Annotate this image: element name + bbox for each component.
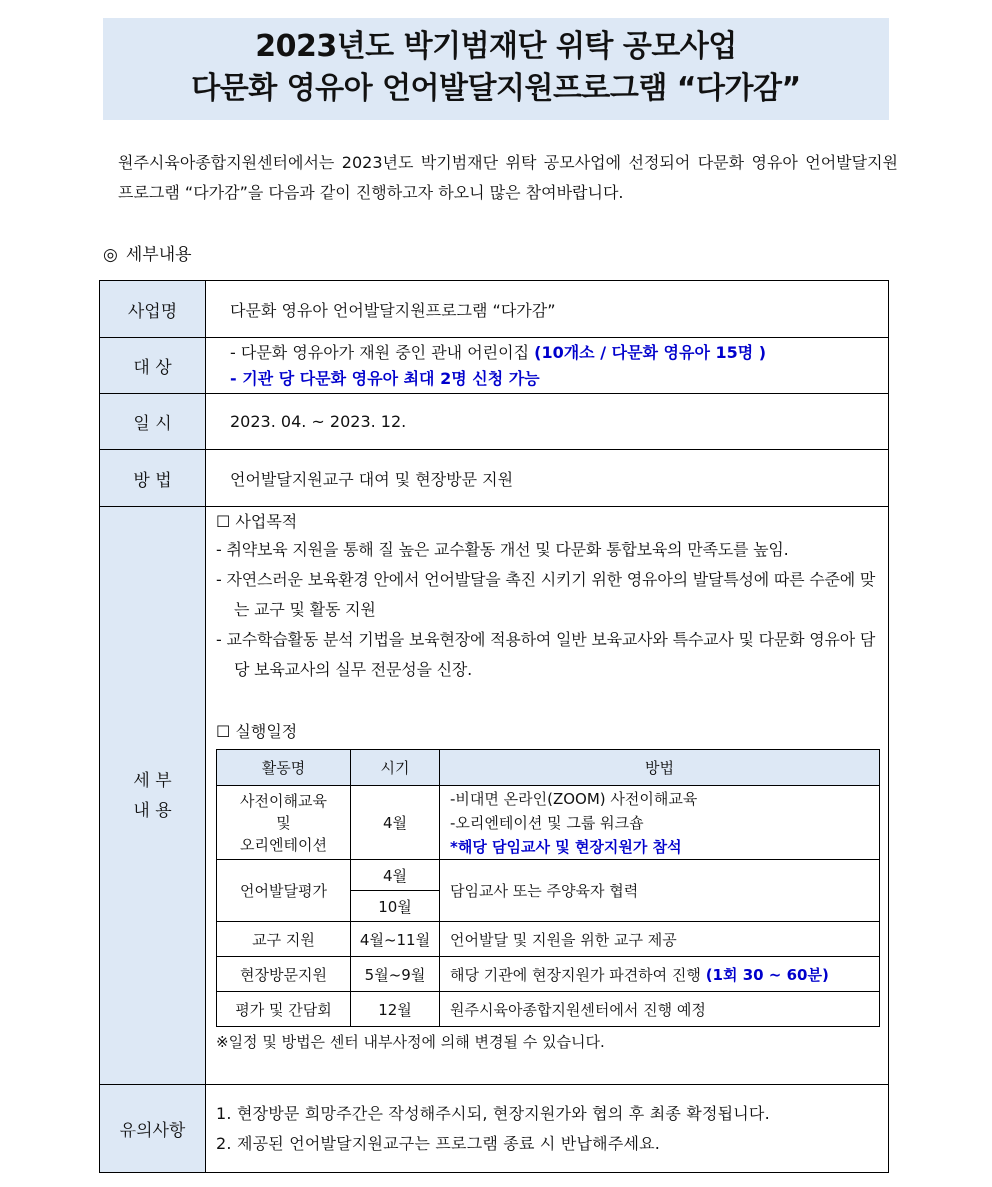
date-value: 2023. 04. ~ 2023. 12. — [206, 394, 889, 450]
date-label: 일 시 — [100, 394, 206, 450]
schedule-method: 언어발달 및 지원을 위한 교구 제공 — [440, 922, 880, 957]
purpose-item: - 취약보육 지원을 통해 질 높은 교수활동 개선 및 다문화 통합보육의 만족도를 높임. — [216, 540, 789, 559]
details-label-line-1: 세 부 — [133, 770, 172, 791]
schedule-method — [440, 957, 880, 992]
method-text: 해당 기관에 현장지원가 파견하여 진행 — [450, 965, 706, 984]
caution-item: 1. 현장방문 희망주간은 작성해주시되, 현장지원가와 협의 후 최종 확정됩니다. — [216, 1103, 770, 1123]
details-table — [99, 280, 889, 1173]
activity-line: 사전이해교육 — [240, 791, 327, 810]
business-value: 다문화 영유아 언어발달지원프로그램 “다가감” — [206, 281, 889, 338]
row-caution — [100, 1085, 889, 1173]
caution-item: 2. 제공된 언어발달지원교구는 프로그램 종료 시 반납해주세요. — [216, 1133, 661, 1153]
schedule-table — [216, 749, 880, 1027]
target-line-1-text: - 다문화 영유아가 재원 중인 관내 어린이집 — [230, 342, 535, 362]
row-details — [100, 507, 889, 1085]
schedule-time: 10월 — [351, 891, 440, 922]
schedule-activity: 현장방문지원 — [217, 957, 351, 992]
purpose-item: - 자연스러운 보육환경 안에서 언어발달을 촉진 시키기 위한 영유아의 발달특성에 따른 수준에 맞는 교구 및 활동 지원 — [216, 570, 876, 619]
schedule-header-time: 시기 — [351, 750, 440, 786]
caution-content — [206, 1085, 889, 1173]
method-line: -비대면 온라인(ZOOM) 사전이해교육 — [450, 789, 698, 808]
method-line: -오리엔테이션 및 그룹 워크숍 — [450, 813, 644, 832]
target-line-2: - 기관 당 다문화 영유아 최대 2명 신청 가능 — [230, 368, 540, 388]
title-line-2: 다문화 영유아 언어발달지원프로그램 “다가감” — [191, 71, 801, 106]
schedule-method — [440, 786, 880, 860]
target-count-highlight: (10개소 / 다문화 영유아 15명 ) — [534, 342, 767, 362]
schedule-activity: 평가 및 간담회 — [217, 992, 351, 1027]
activity-line: 및 — [276, 813, 291, 832]
schedule-header-method: 방법 — [440, 750, 880, 786]
section-label: 세부내용 — [125, 245, 192, 265]
schedule-activity: 교구 지원 — [217, 922, 351, 957]
details-label — [100, 507, 206, 1085]
purpose-title: ☐ 사업목적 — [216, 512, 298, 531]
schedule-row — [217, 786, 880, 860]
schedule-row — [217, 992, 880, 1027]
details-label-line-2: 내 용 — [133, 800, 172, 821]
row-business — [100, 281, 889, 338]
schedule-time: 4월 — [351, 860, 440, 891]
method-value: 언어발달지원교구 대여 및 현장방문 지원 — [206, 450, 889, 507]
schedule-method: 담임교사 또는 주양육자 협력 — [440, 860, 880, 922]
schedule-row — [217, 957, 880, 992]
schedule-time: 5월~9월 — [351, 957, 440, 992]
intro-paragraph: 원주시육아종합지원센터에서는 2023년도 박기범재단 위탁 공모사업에 선정되어 다문화 영유아 언어발달지원 프로그램 “다가감”을 다음과 같이 진행하고자 하오니 많은 참여바랍니다. — [118, 153, 898, 202]
schedule-method: 원주시육아종합지원센터에서 진행 예정 — [440, 992, 880, 1027]
schedule-time: 12월 — [351, 992, 440, 1027]
target-label: 대 상 — [100, 338, 206, 394]
caution-label: 유의사항 — [100, 1085, 206, 1173]
schedule-time: 4월~11월 — [351, 922, 440, 957]
schedule-header-row — [217, 750, 880, 786]
target-value — [206, 338, 889, 394]
method-highlight-line: *해당 담임교사 및 현장지원가 참석 — [450, 837, 682, 856]
schedule-time: 4월 — [351, 786, 440, 860]
schedule-note: ※일정 및 방법은 센터 내부사정에 의해 변경될 수 있습니다. — [216, 1033, 605, 1051]
method-label: 방 법 — [100, 450, 206, 507]
row-date — [100, 394, 889, 450]
purpose-item: - 교수학습활동 분석 기법을 보육현장에 적용하여 일반 보육교사와 특수교사 및 다문화 영유아 담당 보육교사의 실무 전문성을 신장. — [216, 630, 876, 679]
schedule-header-activity: 활동명 — [217, 750, 351, 786]
schedule-row — [217, 922, 880, 957]
schedule-title: ☐ 실행일정 — [216, 722, 298, 741]
double-circle-icon: ◎ — [103, 245, 118, 265]
title-banner — [103, 18, 889, 120]
title-line-1: 2023년도 박기범재단 위탁 공모사업 — [255, 29, 737, 64]
business-label: 사업명 — [100, 281, 206, 338]
schedule-activity: 언어발달평가 — [217, 860, 351, 922]
method-duration-highlight: (1회 30 ~ 60분) — [705, 965, 829, 984]
row-method — [100, 450, 889, 507]
row-target — [100, 338, 889, 394]
target-line-1 — [230, 340, 888, 366]
section-heading — [103, 240, 192, 265]
activity-line: 오리엔테이션 — [240, 835, 327, 854]
schedule-row — [217, 860, 880, 891]
schedule-activity — [217, 786, 351, 860]
details-content — [206, 507, 889, 1085]
